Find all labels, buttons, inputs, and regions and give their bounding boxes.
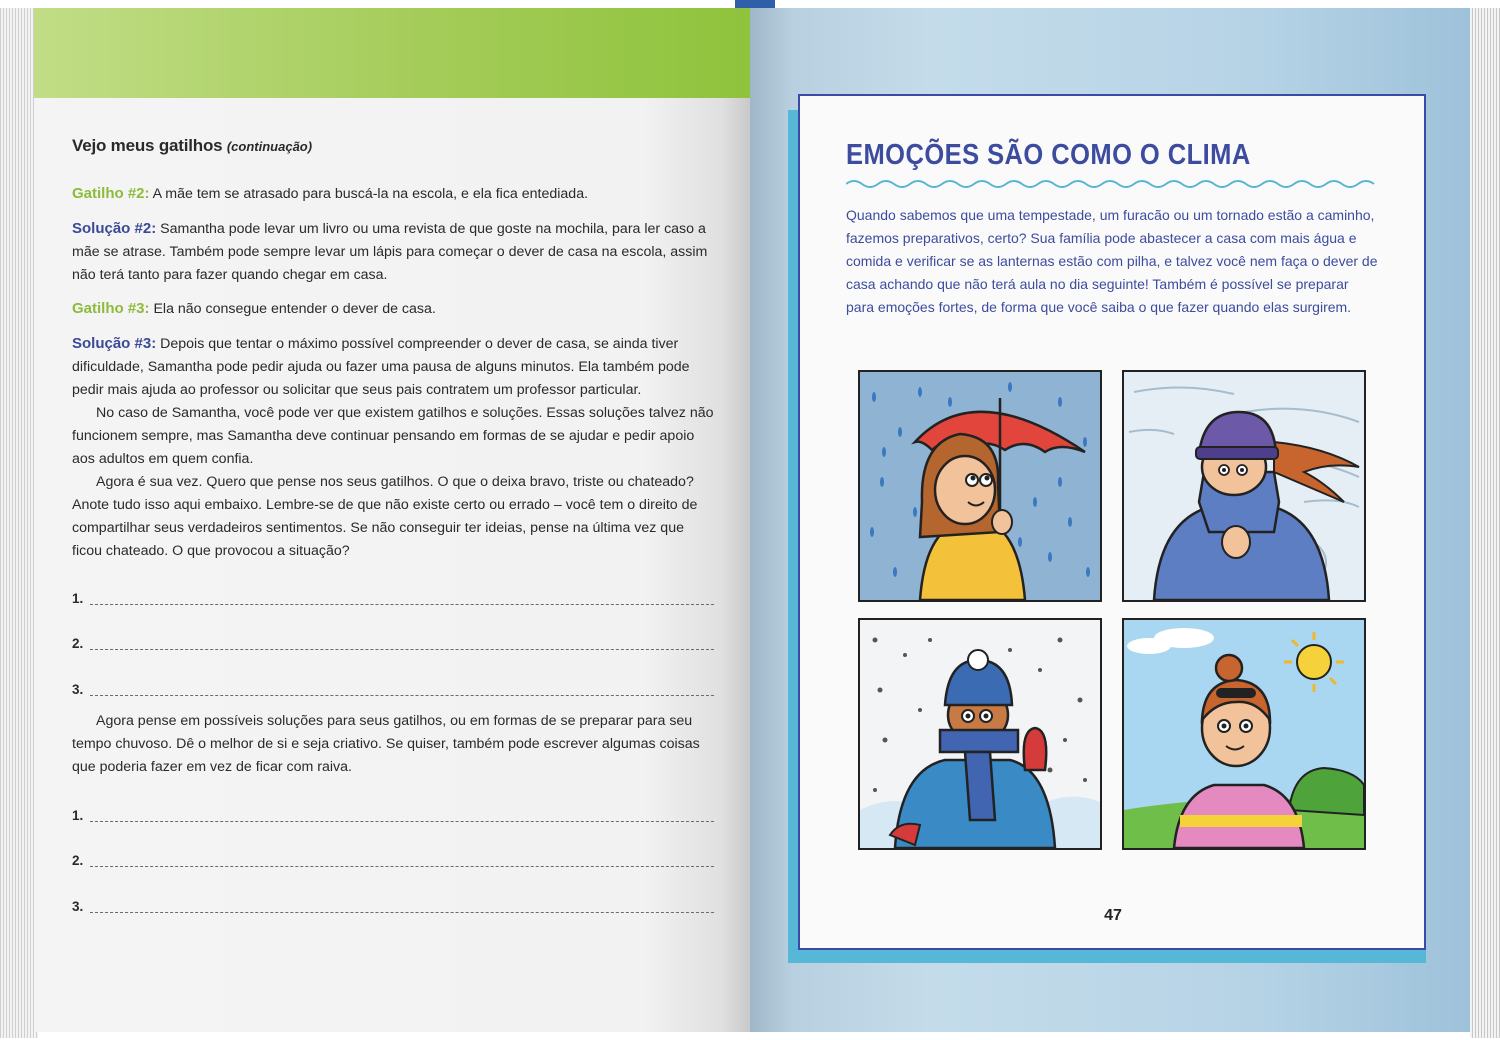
solutions-text: Agora pense em possíveis soluções para seus gatilhos, ou em formas de se preparar para seu tempo chuvoso. Dê o melhor de si e seja criativo. Se quiser, também pode escrever algumas coisas que poderia fazer em vez de ficar com raiva. — [72, 713, 700, 775]
solution-3-paragraph — [72, 332, 714, 563]
solutions-paragraph — [72, 710, 714, 779]
snow-bundled-illustration — [858, 618, 1102, 850]
line-number: 1. — [72, 808, 84, 823]
sunny-girl-illustration — [1122, 618, 1366, 850]
solution-3-label: Solução #3: — [72, 335, 157, 352]
right-page-body: Quando sabemos que uma tempestade, um furacão ou um tornado estão a caminho, fazemos preparativos, certo? Sua família pode abastecer a casa com mais água e comida e verificar se as lanternas estão com pilha, e talvez você nem faça o dever de casa achando que não terá aula no dia seguinte! Também é possível se preparar para emoções fortes, de forma que você saiba o que fazer quando elas surgirem. — [846, 207, 1378, 315]
solution-write-line-2[interactable] — [72, 848, 714, 868]
case-paragraph: No caso de Samantha, você pode ver que existem gatilhos e soluções. Essas soluções talvez não funcionem sempre, mas Samantha deve continuar pensando em formas de se ajudar e pedir apoio aos adultos em quem confia. — [72, 405, 714, 467]
dashed-line — [90, 684, 714, 696]
line-number: 2. — [72, 853, 84, 868]
left-page-header-band — [34, 8, 750, 98]
left-heading — [72, 136, 312, 156]
solution-write-line-1[interactable] — [72, 803, 714, 823]
trigger-3-text: Ela não consegue entender o dever de casa. — [149, 301, 436, 317]
line-number: 3. — [72, 899, 84, 914]
windy-coat-illustration — [1122, 370, 1366, 602]
solution-2-text: Samantha pode levar um livro ou uma revista de que goste na mochila, para ler caso a mãe se atrase. Também pode sempre levar um lápis para começar o dever de casa na escola, assim não terá tanto para fazer quando chegar em casa. — [72, 221, 708, 283]
heading-suffix: (continuação) — [226, 139, 313, 154]
line-number: 2. — [72, 636, 84, 651]
solution-2-label: Solução #2: — [72, 220, 157, 237]
trigger-2-label: Gatilho #2: — [72, 185, 150, 202]
left-page-edges — [0, 8, 38, 1038]
dashed-line — [90, 855, 714, 867]
right-page-edges — [1470, 8, 1500, 1038]
trigger-2-paragraph — [72, 182, 714, 206]
trigger-write-line-2[interactable] — [72, 631, 714, 651]
right-page-title: EMOÇÕES SÃO COMO O CLIMA — [846, 139, 1251, 171]
trigger-2-text: A mãe tem se atrasado para buscá-la na escola, e ela fica entediada. — [149, 186, 589, 202]
line-number: 3. — [72, 682, 84, 697]
page-number: 47 — [1104, 907, 1122, 924]
solution-3-text: Depois que tentar o máximo possível compreender o dever de casa, se ainda tiver dificuldade, Samantha pode pedir ajuda ou fazer uma pausa de alguns minutos. Ela também pode pedir mais ajuda ao professor ou solicitar que seus pais contratem um professor particular. — [72, 336, 690, 398]
trigger-write-line-3[interactable] — [72, 677, 714, 697]
rain-umbrella-illustration — [858, 370, 1102, 602]
line-number: 1. — [72, 591, 84, 606]
trigger-write-line-1[interactable] — [72, 586, 714, 606]
dashed-line — [90, 593, 714, 605]
trigger-3-label: Gatilho #3: — [72, 300, 150, 317]
your-turn-paragraph: Agora é sua vez. Quero que pense nos seus gatilhos. O que o deixa bravo, triste ou chateado? Anote tudo isso aqui embaixo. Lembre-se de que não existe certo ou errado – você tem o direito de compartilhar seus verdadeiros sentimentos. Se não conseguir ter ideias, pense na última vez que ficou chateado. O que provocou a situação? — [72, 474, 698, 559]
solution-2-paragraph — [72, 217, 714, 287]
dashed-line — [90, 638, 714, 650]
dashed-line — [90, 810, 714, 822]
trigger-3-paragraph — [72, 297, 714, 321]
solution-write-line-3[interactable] — [72, 894, 714, 914]
heading-title: Vejo meus gatilhos — [72, 136, 223, 155]
dashed-line — [90, 901, 714, 913]
wave-divider-icon — [846, 177, 1378, 191]
